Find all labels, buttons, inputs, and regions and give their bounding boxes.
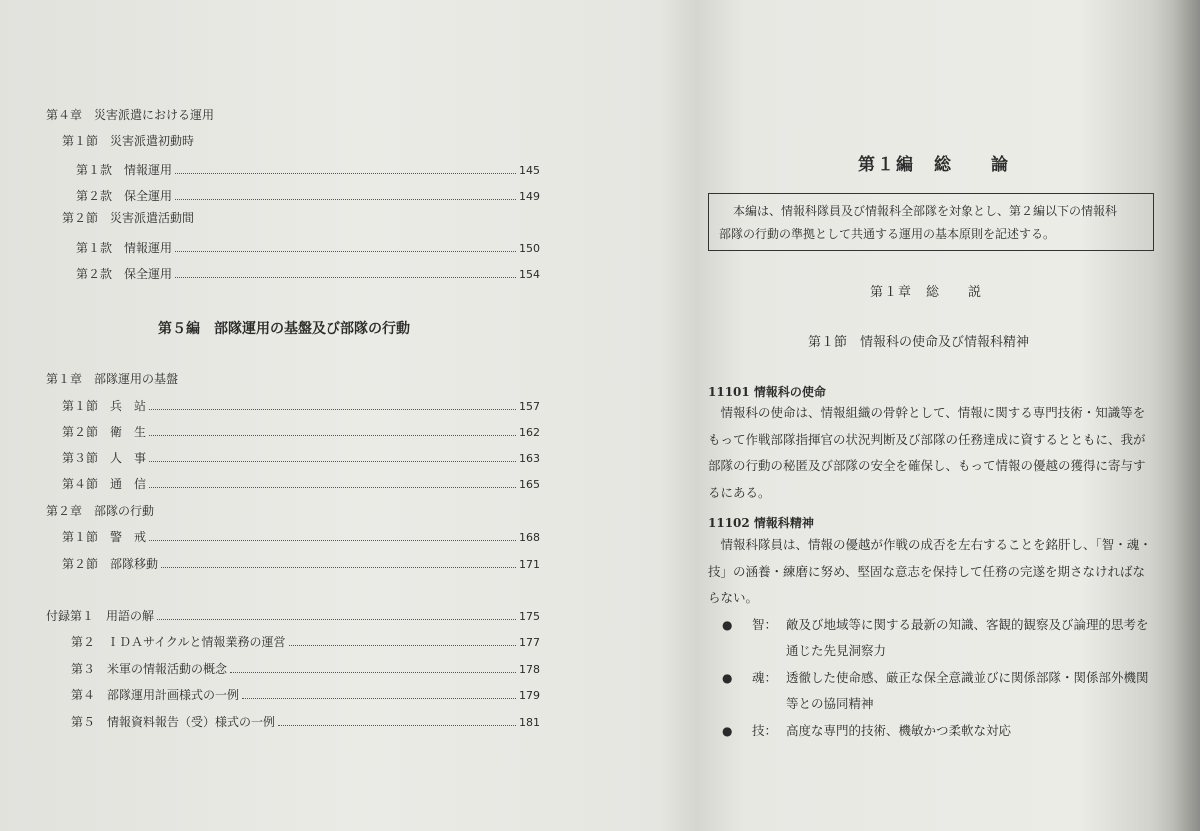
leader-dots: [289, 644, 516, 646]
toc-entry[interactable]: 第１節 警 戒 168: [62, 530, 540, 544]
part5-chapter-2-heading: 第２章 部隊の行動: [46, 504, 155, 518]
part-1-title: 第１編 総 論: [858, 155, 1010, 175]
toc-entry-appendix[interactable]: 第５ 情報資料報告（受）様式の一例 181: [71, 715, 540, 729]
chapter-1-heading: 第１章 総 説: [870, 285, 983, 300]
page-number: 163: [519, 452, 540, 465]
toc-entry-appendix[interactable]: 付録第１ 用語の解 175: [46, 609, 540, 623]
bullet-item: ● 智： 敵及び地域等に関する最新の知識、客観的観察及び論理的思考を 通じた先見洞察力: [722, 612, 1166, 664]
page-number: 168: [519, 531, 540, 544]
toc-entry[interactable]: 第２節 部隊移動 171: [62, 557, 540, 571]
subsection-11101-title: 11101 情報科の使命: [708, 385, 826, 399]
leader-dots: [157, 618, 516, 620]
leader-dots: [161, 566, 516, 568]
toc-entry[interactable]: 第４節 通 信 165: [62, 477, 540, 491]
page-number: 145: [519, 164, 540, 177]
page-number: 149: [519, 190, 540, 203]
toc-entry[interactable]: 第１節 兵 站 157: [62, 399, 540, 413]
toc-entry[interactable]: 第２款 保全運用 149: [76, 189, 540, 203]
leader-dots: [149, 460, 516, 462]
page-number: 175: [519, 610, 540, 623]
toc-entry[interactable]: 第２款 保全運用 154: [76, 267, 540, 281]
leader-dots: [230, 671, 516, 673]
page-number: 157: [519, 400, 540, 413]
part5-chapter-1-heading: 第１章 部隊運用の基盤: [46, 372, 179, 386]
section-1-heading: 第１節 災害派遣初動時: [62, 134, 195, 148]
left-page-toc: [0, 0, 590, 831]
leader-dots: [278, 724, 516, 726]
toc-entry[interactable]: 第１款 情報運用 145: [76, 163, 540, 177]
paragraph-11102: 情報科隊員は、情報の優越が作戦の成否を左右することを銘肝し、「智・魂・ 技」の涵養・練磨に努め、堅固な意志を保持して任務の完遂を期さなければな らない。: [708, 537, 1152, 605]
page-number: 177: [519, 636, 540, 649]
leader-dots: [149, 408, 516, 410]
page-number: 162: [519, 426, 540, 439]
toc-entry-appendix[interactable]: 第２ ＩＤＡサイクルと情報業務の運営 177: [71, 635, 540, 649]
chapter-4-heading: 第４章 災害派遣における運用: [46, 108, 215, 122]
section-1-heading: 第１節 情報科の使命及び情報科精神: [808, 335, 1030, 350]
paragraph-11101: 情報科の使命は、情報組織の骨幹として、情報に関する専門技術・知識等を もって作戦部隊指揮官の状況判断及び部隊の任務達成に資するとともに、我が 部隊の行動の秘匿及び部隊の安全を確保し、もって情報の優越の獲得に寄与す るにある。: [708, 405, 1146, 500]
part-5-title: 第５編 部隊運用の基盤及び部隊の行動: [158, 321, 410, 337]
page-number: 165: [519, 478, 540, 491]
leader-dots: [175, 250, 516, 252]
page-number: 171: [519, 558, 540, 571]
bullet-item: ● 技： 高度な専門的技術、機敏かつ柔軟な対応: [722, 718, 1166, 744]
toc-entry-appendix[interactable]: 第３ 米軍の情報活動の概念 178: [71, 662, 540, 676]
subsection-11102-title: 11102 情報科精神: [708, 516, 814, 530]
toc-entry[interactable]: 第３節 人 事 163: [62, 451, 540, 465]
toc-entry-appendix[interactable]: 第４ 部隊運用計画様式の一例 179: [71, 688, 540, 702]
section-2-heading: 第２節 災害派遣活動間: [62, 211, 195, 225]
summary-line: 本編は、情報科隊員及び情報科全部隊を対象とし、第２編以下の情報科: [733, 204, 1118, 218]
page-number: 181: [519, 716, 540, 729]
leader-dots: [149, 434, 516, 436]
leader-dots: [149, 539, 516, 541]
page-number: 178: [519, 663, 540, 676]
bullet-icon: ●: [722, 671, 733, 685]
leader-dots: [149, 486, 516, 488]
page-number: 154: [519, 268, 540, 281]
bullet-icon: ●: [722, 724, 733, 738]
summary-line: 部隊の行動の準拠として共通する運用の基本原則を記述する。: [719, 227, 1056, 241]
toc-entry[interactable]: 第２節 衛 生 162: [62, 425, 540, 439]
leader-dots: [175, 198, 516, 200]
leader-dots: [175, 276, 516, 278]
page-number: 150: [519, 242, 540, 255]
summary-box: [708, 193, 1154, 251]
bullet-icon: ●: [722, 618, 733, 632]
leader-dots: [242, 697, 516, 699]
bullet-item: ● 魂： 透徹した使命感、厳正な保全意識並びに関係部隊・関係部外機関 等との協同精神: [722, 665, 1166, 717]
right-page-body: [690, 0, 1160, 831]
leader-dots: [175, 172, 516, 174]
toc-entry[interactable]: 第１款 情報運用 150: [76, 241, 540, 255]
page-number: 179: [519, 689, 540, 702]
